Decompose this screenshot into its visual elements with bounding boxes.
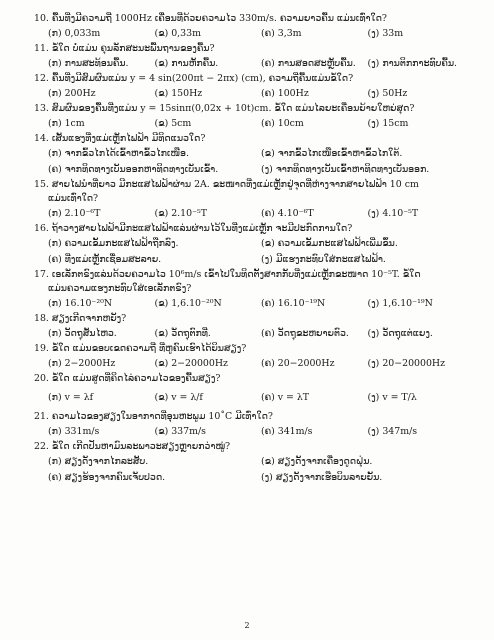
option-b[interactable]: (ຂ) 5cm	[154, 118, 192, 129]
question-text: 19. ຂໍ້ໃດ ແມ່ນຂອບເຂດຄວາມຖີ່ ທີ່ຫູຄົນເຮົາໄດ້ຍິນສຽງ?	[34, 343, 247, 354]
option-d[interactable]: (ງ) 33m	[367, 28, 404, 39]
question-text: 12. ຄື້ນທີ່ງມີສົມຜົນແມ່ນ y = 4 sin(200πt − 2πx) (cm), ຄວາມຖີ່ຄື້ນແມ່ນຂໍ້ໃດ?	[34, 73, 354, 84]
option-d[interactable]: (ງ) ວັດຖຸແຕ່ແຍງ.	[367, 328, 433, 339]
answer-options	[34, 26, 474, 42]
answer-options	[34, 56, 474, 72]
option-b[interactable]: (ຂ) v = λ/f	[154, 392, 203, 403]
question-text: 14. ເສັ້ນແຮງທີ່ງແມ່ເຫຼັກໄຟຟ້າ ມີທິດແນວໃດ?	[34, 133, 206, 144]
option-d[interactable]: (ງ) ການຕິກກາະທົບຄື້ນ.	[367, 58, 458, 69]
option-b[interactable]: (ຂ) 0,33m	[154, 28, 201, 39]
option-d[interactable]: (ງ) ສຽງດັງຈາກເຮືອບິນລາຍຍັ້ນ.	[261, 472, 383, 483]
answer-options	[34, 296, 474, 312]
option-b[interactable]: (ຂ) ຄວາມເຂັ້ມກະແສໄຟຟ້າເພີ່ມຂຶ້ນ.	[261, 238, 398, 249]
question-12	[34, 72, 474, 102]
question-text: 10. ຄື້ນທີ່ງມີຄວາມຖີ່ 1000Hz ເຄື່ອນທີ່ດ້ວຍຄວາມໄວ 330m/s. ຄວາມຍາວຄື້ນ ແມ່ນເທົ່າໃດ?	[34, 13, 387, 24]
option-c[interactable]: (ຄ) ຈາກທິດທາງເບັນອອກຫາທິດທາງເບັນເຂົ້າ.	[48, 164, 219, 175]
option-d[interactable]: (ງ) ມີແຮງກະທົບໃສ່ກະແສໄຟຟ້າ.	[261, 254, 386, 265]
option-c[interactable]: (ຄ) 3,3m	[261, 28, 302, 39]
answer-options	[34, 356, 474, 372]
answer-options	[34, 386, 474, 410]
option-c[interactable]: (ຄ) ທີ່ງແມ່ເຫຼັກເຊື່ອມສະລາຍ.	[48, 254, 162, 265]
question-text: 15. ສາຍໄຟນຳທີ່ຍາວ ມີກະແສໄຟຟ້າຜ່ານ 2A. ຂະໜາດທີ່ງແມ່ເຫຼັກຢູ່ຈຸດທີ່ຫ່າງຈາກສາຍໄຟຟ້າ 10 cm	[34, 179, 419, 190]
question-19	[34, 342, 474, 372]
answer-options	[34, 236, 474, 268]
question-22	[34, 440, 474, 486]
option-c[interactable]: (ຄ) ສຽງຮ້ອງຈາກຄົນເຈັບປວດ.	[48, 472, 166, 483]
option-d[interactable]: (ງ) 50Hz	[367, 88, 408, 99]
question-11	[34, 42, 474, 72]
question-10	[34, 12, 474, 42]
answer-options	[34, 424, 474, 440]
option-b[interactable]: (ຂ) ວັດຖຸຕົກທີ່.	[154, 328, 211, 339]
question-text: 20. ຂໍ້ໃດ ແມ່ນສູດທີ່ຄິດໄລ່ຄວາມໄວຂອງຄື້ນສຽງ?	[34, 373, 221, 384]
option-a[interactable]: (ກ) 2.10⁻⁶T	[48, 208, 101, 219]
option-c[interactable]: (ຄ) v = λT	[261, 392, 310, 403]
option-b[interactable]: (ຂ) 2.10⁻⁵T	[154, 208, 208, 219]
question-text: 18. ສຽງເກີດຈາກຫຍັງ?	[34, 313, 127, 324]
answer-options	[34, 116, 474, 132]
option-a[interactable]: (ກ) v = λf	[48, 392, 94, 403]
answer-options	[34, 146, 474, 178]
question-text: 17. ເອເລັກຕຣົງແລ່ນດ້ວຍຄວາມໄວ 10⁶m/s ເຂົ້າໄປໃນທິດຕັ້ງສາກກັບທີ່ງແມ່ເຫຼັກຂະໜາດ 10⁻⁵T. ຂໍ້ໃດ	[34, 269, 421, 280]
question-21	[34, 410, 474, 440]
question-15	[34, 178, 474, 222]
option-d[interactable]: (ງ) 1,6.10⁻¹⁹N	[367, 298, 433, 309]
question-text: 22. ຂໍ້ໃດ ເກີດປັນຫາມົນລະພາວະສຽງຫຼາຍກວ່າໝູ່?	[34, 441, 231, 452]
option-c[interactable]: (ຄ) 20−2000Hz	[261, 358, 335, 369]
answer-options	[34, 454, 474, 486]
question-17	[34, 268, 474, 312]
option-d[interactable]: (ງ) ຈາກທິດທາງເບັນເຂົ້າຫາທິດທາງເບັນອອກ.	[261, 164, 430, 175]
option-b[interactable]: (ຂ) ສຽງດັງຈາກເຄື່ອງດູດຝຸ່ນ.	[261, 456, 373, 467]
option-b[interactable]: (ຂ) 2−20000Hz	[154, 358, 228, 369]
option-c[interactable]: (ຄ) 341m/s	[261, 426, 313, 437]
option-b[interactable]: (ຂ) 150Hz	[154, 88, 203, 99]
option-d[interactable]: (ງ) 4.10⁻⁵T	[367, 208, 419, 219]
question-text: 16. ຖ້າວາງສາຍໄຟຟ້າມີກະແສໄຟຟ້າແລ່ນຜ່ານໄວ້ໃນທີ່ງແມ່ເຫຼັກ ຈະມີປະກົດການໃດ?	[34, 223, 353, 234]
option-a[interactable]: (ກ) 2−2000Hz	[48, 358, 116, 369]
option-b[interactable]: (ຂ) 1,6.10⁻²⁰N	[154, 298, 222, 309]
option-a[interactable]: (ກ) ສຽງດັງຈາກໄກລະສັບ.	[48, 456, 149, 467]
option-a[interactable]: (ກ) 200Hz	[48, 88, 96, 99]
option-c[interactable]: (ຄ) 10cm	[261, 118, 304, 129]
option-c[interactable]: (ຄ) 4.10⁻⁶T	[261, 208, 314, 219]
option-a[interactable]: (ກ) ການສະທ້ອນຄື້ນ.	[48, 58, 129, 69]
option-d[interactable]: (ງ) 347m/s	[367, 426, 418, 437]
option-a[interactable]: (ກ) 16.10⁻²⁰N	[48, 298, 113, 309]
answer-options	[34, 206, 474, 222]
option-b[interactable]: (ຂ) ການຫັກຄື້ນ.	[154, 58, 219, 69]
question-14	[34, 132, 474, 178]
option-a[interactable]: (ກ) ຈາກຂົ້ວໄກໄດ້ເຂົ້າຫາຂົ້ວໄກເໜືອ.	[48, 148, 189, 159]
option-d[interactable]: (ງ) 15cm	[367, 118, 409, 129]
question-text: 21. ຄວາມໄວຂອງສຽງໃນອາກາດທີ່ອຸນຫະພູມ 10˚C ມີເທົ່າໃດ?	[34, 411, 273, 422]
answer-options	[34, 86, 474, 102]
answer-options	[34, 326, 474, 342]
question-text: 13. ສົມຜົນຂອງຄື້ນທີ່ງແມ່ນ y = 15sinπ(0,02x + 10t)cm. ຂໍ້ໃດ ແມ່ນໄລຍະເຄື່ອນຍ້າຍໃຫຍ່ສຸດ?	[34, 103, 415, 114]
option-a[interactable]: (ກ) ວັດຖຸສັ່ນໄຫວ.	[48, 328, 117, 339]
question-text-continued: ແມ່ນເທົ່າໃດ?	[48, 193, 99, 204]
option-c[interactable]: (ຄ) ການສອດສະຫຼັບຄື້ນ.	[261, 58, 356, 69]
option-a[interactable]: (ກ) 0,033m	[48, 28, 101, 39]
option-d[interactable]: (ງ) v = T/λ	[367, 392, 417, 403]
option-a[interactable]: (ກ) 1cm	[48, 118, 85, 129]
option-b[interactable]: (ຂ) ຈາກຂົ້ວໄກເໜືອເຂົ້າຫາຂົ້ວໄກໃຕ້.	[261, 148, 403, 159]
option-a[interactable]: (ກ) 331m/s	[48, 426, 100, 437]
option-c[interactable]: (ຄ) 100Hz	[261, 88, 309, 99]
question-13	[34, 102, 474, 132]
option-c[interactable]: (ຄ) ວັດຖຸຂະຫຍາຍຕົວ.	[261, 328, 349, 339]
question-text: 11. ຂໍ້ໃດ ບໍ່ແມ່ນ ຄຸນລັກສະນະພື້ນຖານຂອງຄື້ນ?	[34, 43, 215, 54]
question-18	[34, 312, 474, 342]
question-text-continued: ແມ່ນຄວາມແຮງກະທົບໃສ່ເອເລັກຕຣົງ?	[48, 283, 192, 294]
question-16	[34, 222, 474, 268]
option-b[interactable]: (ຂ) 337m/s	[154, 426, 206, 437]
option-a[interactable]: (ກ) ຄວາມເຂັ້ມກະແສໄຟຟ້າຖືກລົງ.	[48, 238, 179, 249]
question-20	[34, 372, 474, 410]
option-d[interactable]: (ງ) 20−20000Hz	[367, 358, 446, 369]
page-number: 2	[244, 621, 250, 630]
option-c[interactable]: (ຄ) 16.10⁻¹⁹N	[261, 298, 326, 309]
